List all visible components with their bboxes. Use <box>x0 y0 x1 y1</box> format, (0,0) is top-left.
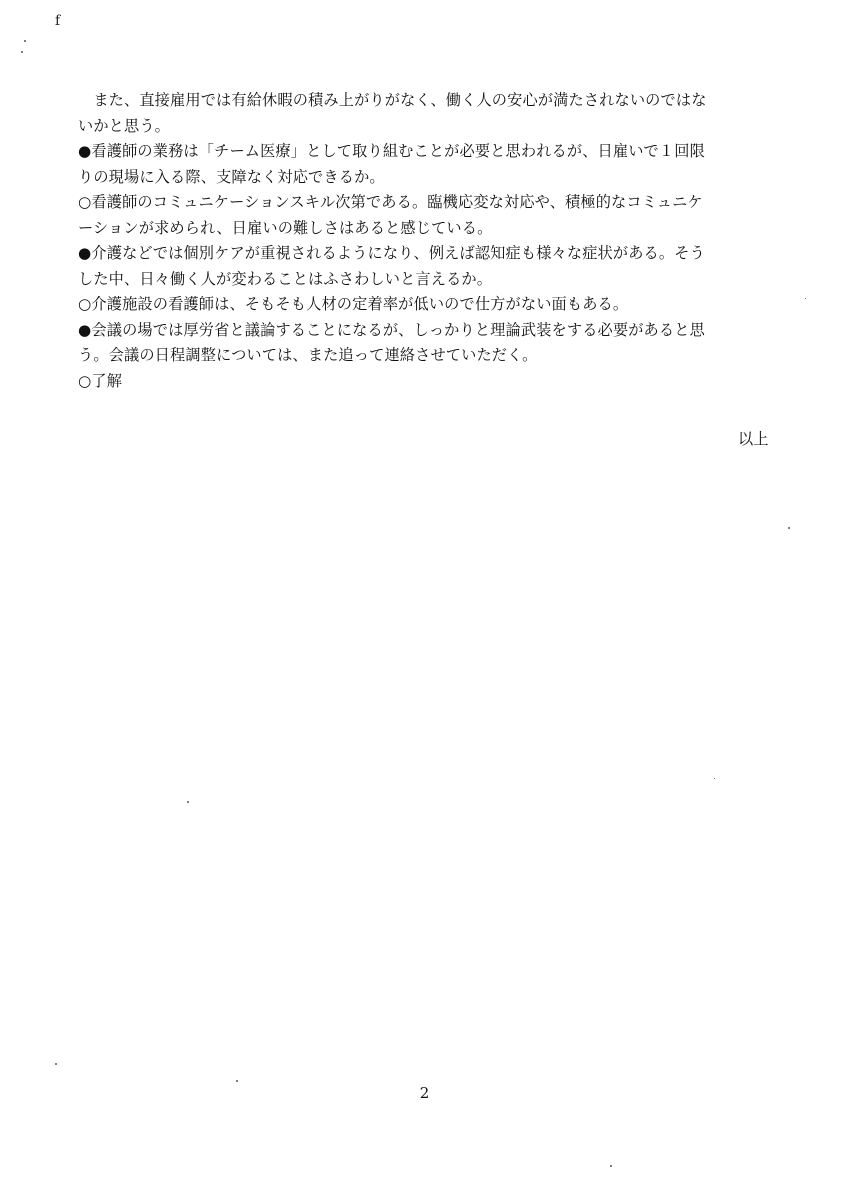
text-line: ●介護などでは個別ケアが重視されるようになり、例えば認知症も様々な症状がある。そう <box>78 244 705 262</box>
text-line: りの現場に入る際、支障なく対応できるか。 <box>78 167 385 186</box>
page-number: 2 <box>419 1084 430 1102</box>
closing-remark: 以上 <box>738 430 769 448</box>
text-line: また、直接雇用では有給休暇の積み上がりがなく、働く人の安心が満たされないのではな <box>78 91 707 109</box>
text-line: いかと思う。 <box>78 116 171 135</box>
text-line: した中、日々働く人が変わることはふさわしいと言えるか。 <box>78 269 493 288</box>
page-mark: f <box>55 13 61 29</box>
text-line: ーションが求められ、日雇いの難しさはあると感じている。 <box>78 218 493 237</box>
scan-speck <box>610 1165 612 1167</box>
text-line: ●看護師の業務は「チーム医療」として取り組むことが必要と思われるが、日雇いで１回限 <box>78 142 705 160</box>
text-line: ●会議の場では厚労省と議論することになるが、しっかりと理論武装をする必要があると思 <box>78 320 705 339</box>
text-line: ○看護師のコミュニケーションスキル次第である。臨機応変な対応や、積極的なコミュニケ <box>78 193 703 211</box>
scan-speck <box>187 801 189 803</box>
scan-speck <box>55 1063 57 1065</box>
scan-speck <box>805 298 806 299</box>
scan-speck <box>24 40 26 42</box>
text-line: ○介護施設の看護師は、そもそも人材の定着率が低いので仕方がない面もある。 <box>78 295 629 313</box>
scan-speck <box>788 527 790 529</box>
scan-speck <box>21 51 23 53</box>
scan-speck <box>714 778 715 779</box>
text-line: う。会議の日程調整については、また追って連絡させていただく。 <box>78 346 538 364</box>
scan-speck <box>236 1080 238 1082</box>
minutes-body <box>78 88 778 394</box>
text-line: ○了解 <box>78 371 123 390</box>
